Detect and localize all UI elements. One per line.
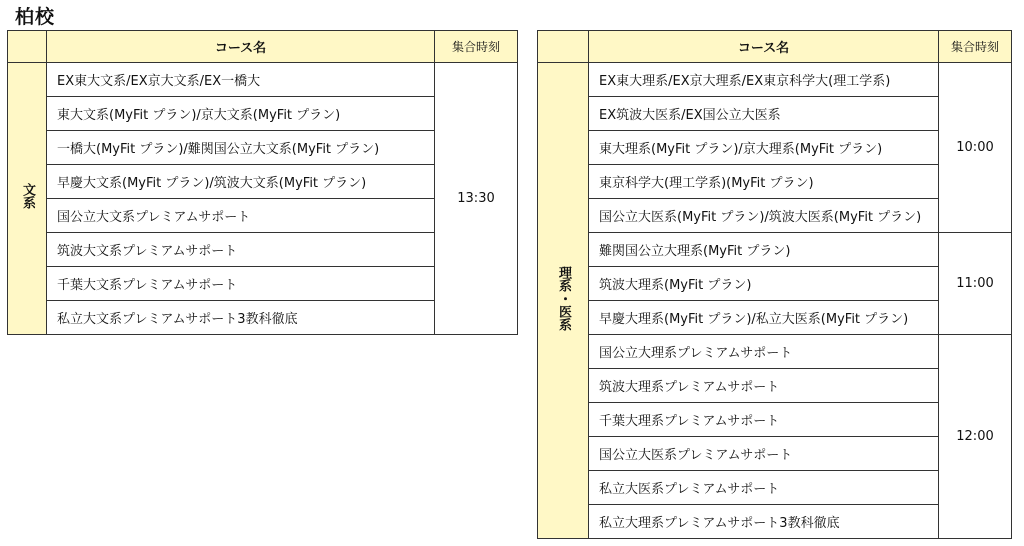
course-name-cell: 千葉大文系プレミアムサポート (47, 267, 435, 301)
assembly-time-cell: 12:00 (939, 335, 1012, 539)
course-name-cell: 国公立大理系プレミアムサポート (589, 335, 939, 369)
table-row (538, 233, 1012, 267)
header-category-cell (538, 31, 589, 63)
header-course-name: コース名 (47, 31, 435, 63)
table-row (538, 63, 1012, 97)
course-name-cell: 早慶大理系(MyFit プラン)/私立大医系(MyFit プラン) (589, 301, 939, 335)
course-name-cell: EX筑波大医系/EX国公立大医系 (589, 97, 939, 131)
header-course-name: コース名 (589, 31, 939, 63)
course-name-cell: 筑波大文系プレミアムサポート (47, 233, 435, 267)
table-header-row (8, 31, 518, 63)
category-label: 文系 (20, 183, 35, 209)
course-name-cell: 東大理系(MyFit プラン)/京大理系(MyFit プラン) (589, 131, 939, 165)
course-name-cell: 私立大理系プレミアムサポート3教科徹底 (589, 505, 939, 539)
table-row (538, 335, 1012, 369)
course-name-cell: 難関国公立大理系(MyFit プラン) (589, 233, 939, 267)
course-name-cell: 国公立大文系プレミアムサポート (47, 199, 435, 233)
course-name-cell: EX東大理系/EX京大理系/EX東京科学大(理工学系) (589, 63, 939, 97)
course-name-cell: 筑波大理系プレミアムサポート (589, 369, 939, 403)
course-name-cell: 早慶大文系(MyFit プラン)/筑波大文系(MyFit プラン) (47, 165, 435, 199)
course-name-cell: 私立大医系プレミアムサポート (589, 471, 939, 505)
header-category-cell (8, 31, 47, 63)
course-name-cell: 東大文系(MyFit プラン)/京大文系(MyFit プラン) (47, 97, 435, 131)
assembly-time-cell: 11:00 (939, 233, 1012, 335)
course-name-cell: 国公立大医系(MyFit プラン)/筑波大医系(MyFit プラン) (589, 199, 939, 233)
humanities-schedule-table (7, 30, 518, 335)
course-name-cell: 千葉大理系プレミアムサポート (589, 403, 939, 437)
course-name-cell: EX東大文系/EX京大文系/EX一橋大 (47, 63, 435, 97)
science-medical-schedule-table (537, 30, 1012, 539)
course-name-cell: 私立大文系プレミアムサポート3教科徹底 (47, 301, 435, 335)
course-name-cell: 筑波大理系(MyFit プラン) (589, 267, 939, 301)
course-name-cell: 東京科学大(理工学系)(MyFit プラン) (589, 165, 939, 199)
category-humanities (8, 63, 47, 335)
header-assembly-time: 集合時刻 (435, 31, 518, 63)
header-assembly-time: 集合時刻 (939, 31, 1012, 63)
table-row (8, 63, 518, 97)
table-header-row (538, 31, 1012, 63)
course-name-cell: 国公立大医系プレミアムサポート (589, 437, 939, 471)
category-label: 理系・医系 (556, 265, 571, 331)
assembly-time-cell: 10:00 (939, 63, 1012, 233)
assembly-time-cell: 13:30 (435, 63, 518, 335)
category-science-medical (538, 63, 589, 539)
course-name-cell: 一橋大(MyFit プラン)/難関国公立大文系(MyFit プラン) (47, 131, 435, 165)
school-title: 柏校 (15, 6, 56, 28)
